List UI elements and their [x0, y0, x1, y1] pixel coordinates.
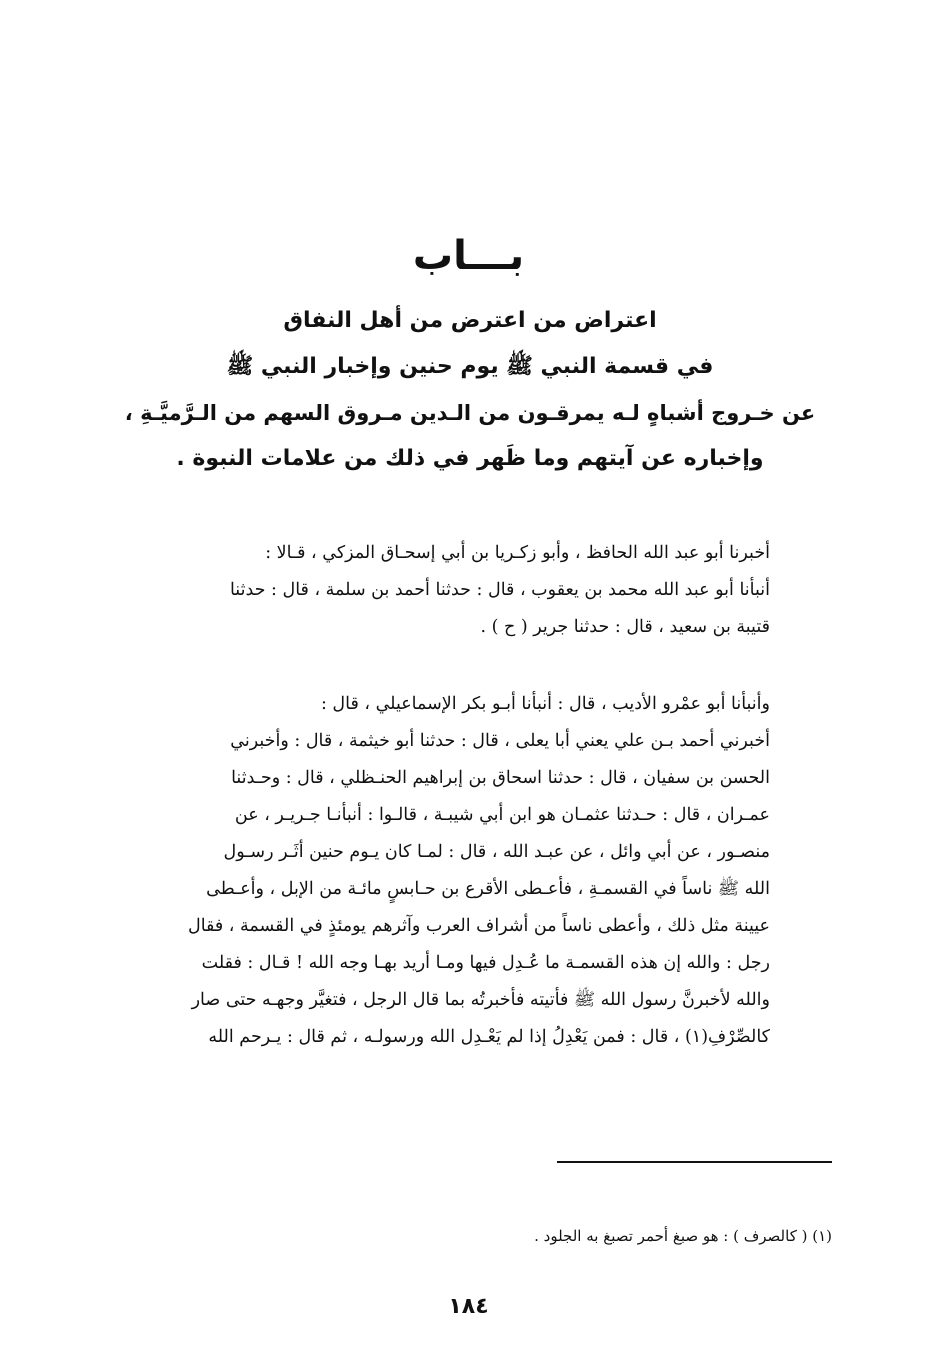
text-line: الحسن بن سفيان ، قال : حدثنا اسحاق بن إبراهيم الحنـظلي ، قال : وحـدثنا — [231, 768, 770, 788]
text-line: عمـران ، قال : حـدثنا عثمـان هو ابن أبي شيبـة ، قالـوا : أنبأنـا جـريـر ، عن — [234, 805, 770, 825]
isnad-paragraph-1 — [98, 535, 770, 646]
text-line: منصـور ، عن أبي وائل ، عن عبـد الله ، قال : لمـا كان يـوم حنين أثَـر رسـول — [223, 842, 770, 862]
footnote-divider — [557, 1161, 832, 1163]
chapter-title — [120, 298, 820, 482]
text-line: عيينة مثل ذلك ، وأعطى ناساً من أشراف العرب وآثرهم يومئذٍ في القسمة ، فقال — [187, 916, 770, 936]
text-line: أخبرني أحمد بـن علي يعني أبا يعلى ، قال : حدثنا أبو خيثمة ، قال : وأخبرني — [230, 731, 770, 751]
text-line: أخبرنا أبو عبد الله الحافظ ، وأبو زكـريا بن أبي إسحـاق المزكي ، قـالا : — [265, 543, 770, 563]
text-line: رجل : والله إن هذه القسمـة ما عُـدِل فيها ومـا أريد بهـا وجه الله ! قـال : فقلت — [201, 953, 770, 973]
text-line: أنبأنا أبو عبد الله محمد بن يعقوب ، قال : حدثنا أحمد بن سلمة ، قال : حدثنا — [229, 580, 770, 600]
text-line: قتيبة بن سعيد ، قال : حدثنا جرير ( ح ) . — [480, 617, 770, 637]
text-line: وأنبأنا أبو عمْرو الأديب ، قال : أنبأنا أبـو بكر الإسماعيلي ، قال : — [320, 694, 770, 714]
footnote: (١) ( كالصرف ) : هو صبغ أحمر تصبغ به الجلود . — [534, 1227, 832, 1245]
chapter-heading: بـــاب — [412, 233, 525, 279]
chapter-title-line: اعتراض من اعترض من أهل النفاق — [283, 308, 657, 333]
page-number: ١٨٤ — [448, 1294, 489, 1319]
hadith-paragraph-2 — [98, 686, 770, 1056]
text-line: والله لأخبرنَّ رسول الله ﷺ فأتيته فأخبرتُه بما قال الرجل ، فتغيَّر وجهـه حتى صار — [191, 990, 770, 1010]
chapter-title-line: عن خـروج أشباهٍ لـه يمرقـون من الـدين مـروق السهم من الـرَّميَّـةِ ، — [124, 401, 816, 425]
chapter-title-line: في قسمة النبي ﷺ يوم حنين وإخبار النبي ﷺ — [226, 354, 714, 379]
text-line: كالصِّرْفِ(١) ، قال : فمن يَعْدِلُ إذا لم يَعْـدِل الله ورسولـه ، ثم قال : يـرحم الله — [208, 1027, 770, 1047]
text-line: الله ﷺ ناساً في القسمـةِ ، فأعـطى الأقرع بن حـابسٍ مائـة من الإبل ، وأعـطى — [206, 879, 770, 899]
chapter-title-line: وإخباره عن آيتهم وما ظَهر في ذلك من علامات النبوة . — [176, 446, 764, 471]
